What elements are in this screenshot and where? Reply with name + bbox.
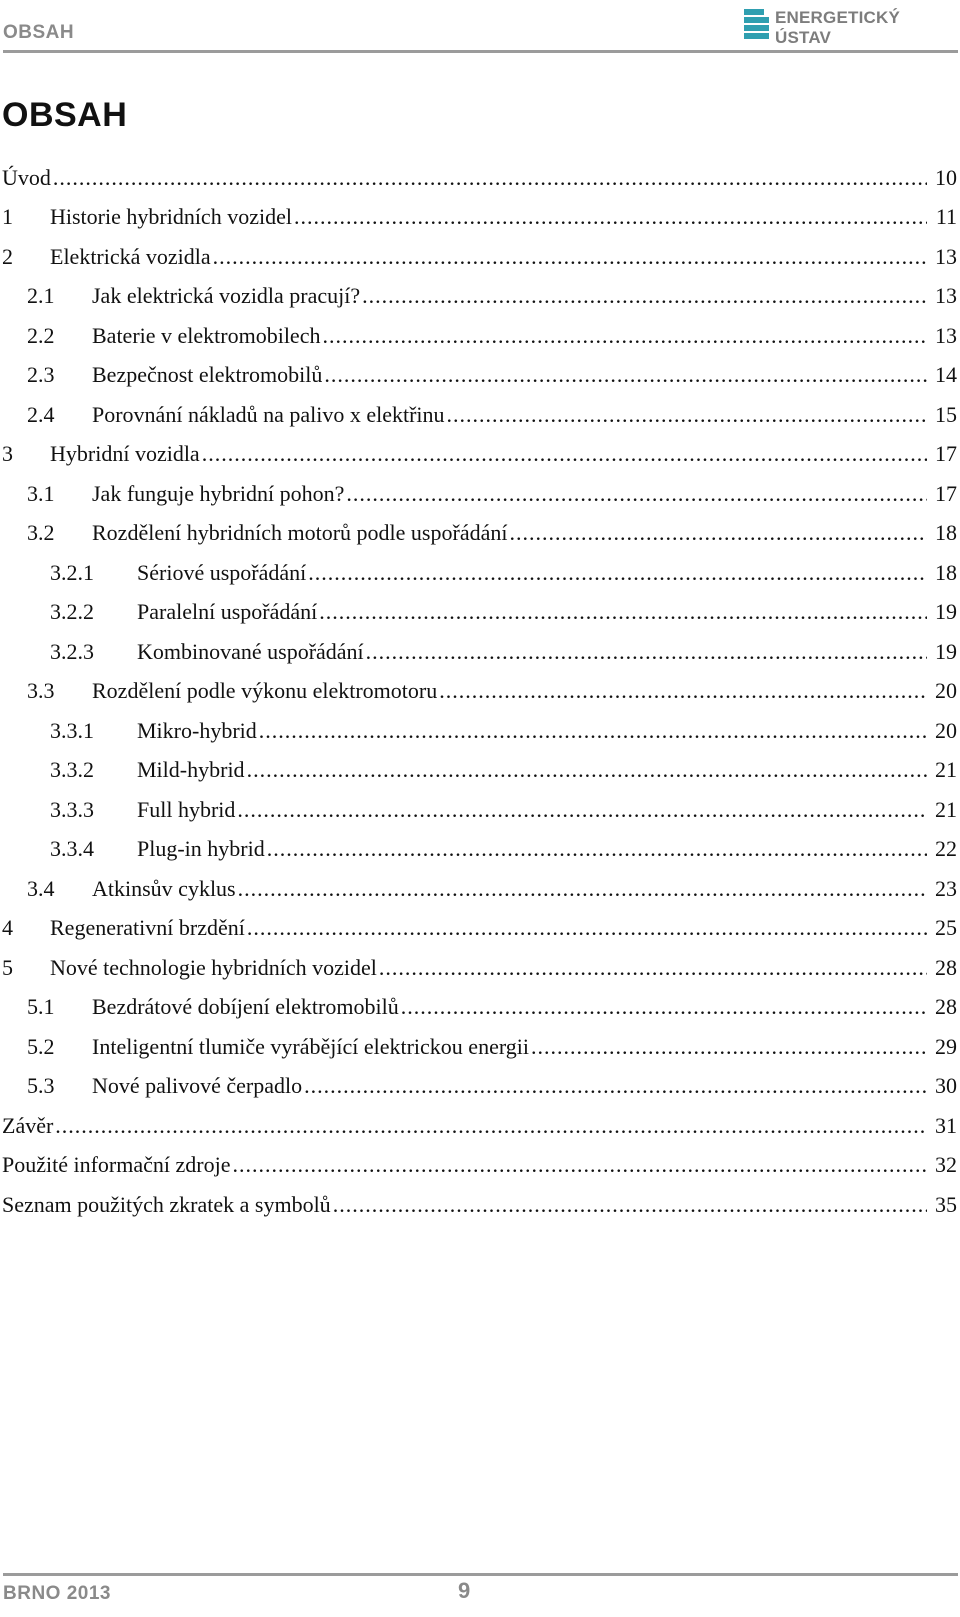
toc-entry-number: 4 <box>2 915 13 941</box>
table-of-contents <box>2 158 957 1225</box>
toc-entry-page: 19 <box>935 599 957 625</box>
toc-entry-label: Jak funguje hybridní pohon? <box>92 480 345 506</box>
toc-entry-number: 5.1 <box>27 994 55 1020</box>
toc-dot-leader <box>55 1113 927 1139</box>
toc-entry-page: 13 <box>935 322 957 348</box>
toc-entry-number: 3.3.1 <box>50 717 94 743</box>
toc-entry-label: Mikro-hybrid <box>137 717 257 743</box>
toc-entry-label: Mild-hybrid <box>137 757 245 783</box>
toc-entry-number: 1 <box>2 204 13 230</box>
logo-text: ENERGETICKÝ ÚSTAV <box>775 8 900 47</box>
toc-entry-number: 3.3.3 <box>50 796 94 822</box>
toc-dot-leader <box>366 639 927 665</box>
toc-entry-number: 2.3 <box>27 362 55 388</box>
toc-entry[interactable] <box>2 830 957 870</box>
toc-entry[interactable] <box>2 909 957 949</box>
toc-entry-label: Regenerativní brzdění <box>50 915 245 941</box>
toc-dot-leader <box>322 323 927 349</box>
toc-entry-page: 31 <box>935 1112 957 1138</box>
toc-entry-page: 20 <box>935 678 957 704</box>
toc-entry-page: 18 <box>935 559 957 585</box>
toc-entry-number: 3.3.4 <box>50 836 94 862</box>
toc-dot-leader <box>308 560 927 586</box>
toc-dot-leader <box>247 757 927 783</box>
toc-entry-label: Bezdrátové dobíjení elektromobilů <box>92 994 399 1020</box>
footer-place-year: BRNO 2013 <box>3 1583 111 1604</box>
toc-dot-leader <box>304 1073 927 1099</box>
toc-entry-label: Bezpečnost elektromobilů <box>92 362 323 388</box>
toc-entry[interactable] <box>2 948 957 988</box>
toc-entry-number: 2 <box>2 243 13 269</box>
toc-dot-leader <box>247 915 927 941</box>
toc-entry-page: 11 <box>935 204 957 230</box>
toc-entry-number: 3.3 <box>27 678 55 704</box>
footer-divider <box>3 1573 958 1576</box>
toc-entry-label: Seznam použitých zkratek a symbolů <box>2 1191 331 1217</box>
toc-entry-page: 21 <box>935 796 957 822</box>
toc-entry-page: 35 <box>935 1191 957 1217</box>
toc-entry-page: 30 <box>935 1073 957 1099</box>
toc-entry-number: 2.4 <box>27 401 55 427</box>
toc-entry[interactable] <box>2 988 957 1028</box>
toc-entry-label: Rozdělení podle výkonu elektromotoru <box>92 678 438 704</box>
toc-entry[interactable] <box>2 514 957 554</box>
toc-dot-leader <box>531 1034 927 1060</box>
toc-entry-page: 13 <box>935 243 957 269</box>
toc-entry-label: Elektrická vozidla <box>50 243 211 269</box>
toc-dot-leader <box>346 481 927 507</box>
toc-entry-label: Použité informační zdroje <box>2 1152 231 1178</box>
toc-entry-number: 2.2 <box>27 322 55 348</box>
toc-entry-label: Sériové uspořádání <box>137 559 307 585</box>
toc-dot-leader <box>401 994 927 1020</box>
toc-entry-number: 2.1 <box>27 283 55 309</box>
toc-entry-number: 3 <box>2 441 13 467</box>
toc-dot-leader <box>319 599 927 625</box>
toc-dot-leader <box>447 402 927 428</box>
toc-entry-label: Závěr <box>2 1112 54 1138</box>
toc-entry[interactable] <box>2 553 957 593</box>
toc-dot-leader <box>259 718 927 744</box>
toc-entry-number: 5.3 <box>27 1073 55 1099</box>
toc-entry-page: 22 <box>935 836 957 862</box>
toc-entry-number: 3.2.2 <box>50 599 94 625</box>
toc-entry-page: 17 <box>935 480 957 506</box>
toc-entry-page: 29 <box>935 1033 957 1059</box>
toc-entry[interactable] <box>2 316 957 356</box>
toc-dot-leader <box>439 678 927 704</box>
toc-entry[interactable] <box>2 711 957 751</box>
toc-entry[interactable] <box>2 1027 957 1067</box>
toc-entry-label: Inteligentní tlumiče vyrábějící elektrickou energii <box>92 1033 529 1059</box>
page-title: OBSAH <box>2 96 128 134</box>
toc-entry-label: Porovnání nákladů na palivo x elektřinu <box>92 401 445 427</box>
header-divider <box>3 50 958 53</box>
toc-entry-label: Rozdělení hybridních motorů podle uspořádání <box>92 520 508 546</box>
toc-entry-page: 14 <box>935 362 957 388</box>
toc-entry[interactable] <box>2 790 957 830</box>
toc-dot-leader <box>333 1192 927 1218</box>
toc-entry-number: 3.1 <box>27 480 55 506</box>
toc-dot-leader <box>202 441 927 467</box>
toc-dot-leader <box>238 876 927 902</box>
toc-entry[interactable] <box>2 395 957 435</box>
toc-entry-label: Nové technologie hybridních vozidel <box>50 954 377 980</box>
logo-mark-icon <box>744 9 769 39</box>
toc-entry[interactable] <box>2 158 957 198</box>
toc-entry-number: 3.3.2 <box>50 757 94 783</box>
toc-dot-leader <box>509 520 927 546</box>
toc-entry-label: Paralelní uspořádání <box>137 599 318 625</box>
toc-dot-leader <box>294 204 927 230</box>
toc-dot-leader <box>213 244 927 270</box>
toc-entry-page: 25 <box>935 915 957 941</box>
toc-entry-page: 28 <box>935 994 957 1020</box>
toc-entry-page: 23 <box>935 875 957 901</box>
toc-dot-leader <box>362 283 927 309</box>
institute-logo <box>744 8 960 47</box>
toc-entry-page: 18 <box>935 520 957 546</box>
toc-entry-number: 3.4 <box>27 875 55 901</box>
toc-entry[interactable] <box>2 435 957 475</box>
toc-entry[interactable] <box>2 1146 957 1186</box>
toc-entry-label: Jak elektrická vozidla pracují? <box>92 283 361 309</box>
toc-dot-leader <box>53 165 927 191</box>
toc-entry-label: Hybridní vozidla <box>50 441 200 467</box>
running-header: OBSAH <box>3 22 75 43</box>
toc-entry-number: 3.2.1 <box>50 559 94 585</box>
toc-entry-page: 15 <box>935 401 957 427</box>
toc-dot-leader <box>232 1152 927 1178</box>
toc-entry-label: Historie hybridních vozidel <box>50 204 292 230</box>
toc-entry[interactable] <box>2 356 957 396</box>
toc-entry[interactable] <box>2 474 957 514</box>
toc-entry[interactable] <box>2 869 957 909</box>
toc-entry-label: Úvod <box>2 164 51 190</box>
toc-dot-leader <box>324 362 927 388</box>
toc-entry[interactable] <box>2 1185 957 1225</box>
footer-page-number: 9 <box>458 1578 471 1603</box>
toc-entry-label: Kombinované uspořádání <box>137 638 364 664</box>
toc-entry-label: Full hybrid <box>137 796 236 822</box>
toc-entry[interactable] <box>2 1106 957 1146</box>
toc-entry[interactable] <box>2 593 957 633</box>
toc-entry-page: 19 <box>935 638 957 664</box>
toc-entry-label: Atkinsův cyklus <box>92 875 236 901</box>
toc-entry-label: Nové palivové čerpadlo <box>92 1073 303 1099</box>
toc-entry-page: 17 <box>935 441 957 467</box>
toc-entry[interactable] <box>2 672 957 712</box>
toc-entry-number: 3.2 <box>27 520 55 546</box>
toc-entry[interactable] <box>2 198 957 238</box>
toc-entry-label: Plug-in hybrid <box>137 836 265 862</box>
toc-dot-leader <box>379 955 927 981</box>
toc-entry[interactable] <box>2 751 957 791</box>
toc-entry-page: 21 <box>935 757 957 783</box>
toc-entry-page: 28 <box>935 954 957 980</box>
toc-entry[interactable] <box>2 277 957 317</box>
toc-entry-number: 3.2.3 <box>50 638 94 664</box>
toc-entry[interactable] <box>2 1067 957 1107</box>
toc-entry-label: Baterie v elektromobilech <box>92 322 321 348</box>
toc-entry-page: 10 <box>935 164 957 190</box>
toc-entry[interactable] <box>2 237 957 277</box>
toc-entry-page: 32 <box>935 1152 957 1178</box>
toc-entry[interactable] <box>2 632 957 672</box>
toc-dot-leader <box>267 836 927 862</box>
toc-entry-number: 5 <box>2 954 13 980</box>
toc-entry-page: 20 <box>935 717 957 743</box>
toc-entry-number: 5.2 <box>27 1033 55 1059</box>
toc-dot-leader <box>237 797 927 823</box>
toc-entry-page: 13 <box>935 283 957 309</box>
